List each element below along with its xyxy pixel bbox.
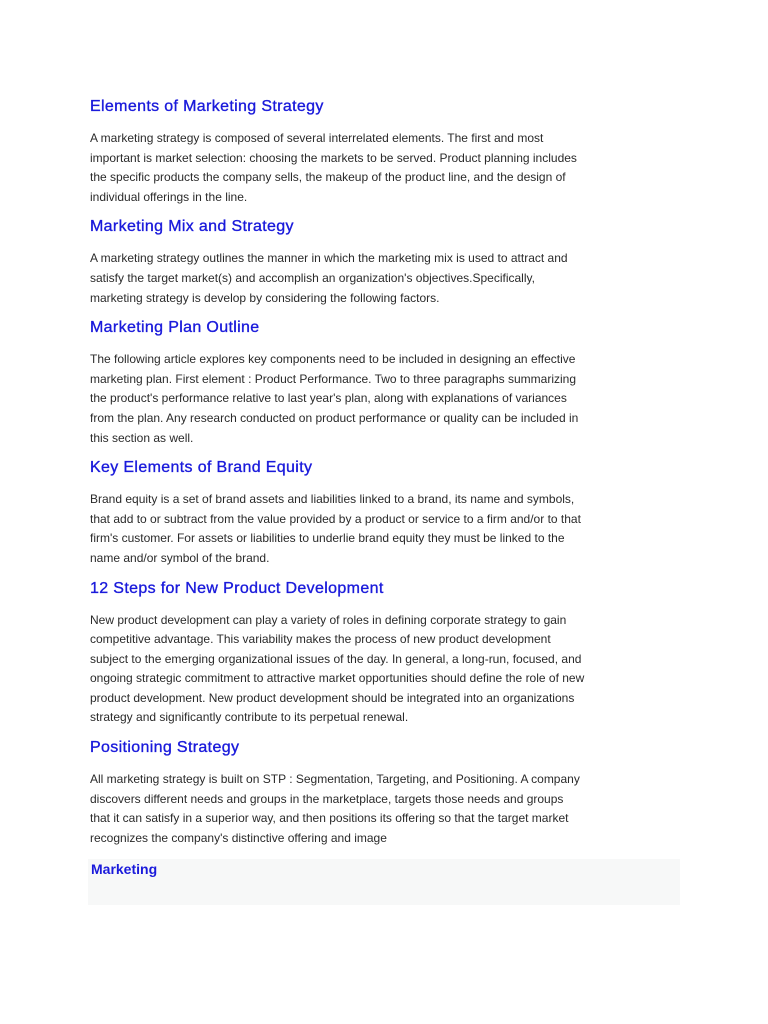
paragraph-line: subject to the emerging organizational issues of the day. In general, a long-run, focused, and [90, 651, 582, 666]
section-heading[interactable]: Positioning Strategy [90, 739, 240, 757]
section-key-elements-of-brand-equity [90, 457, 680, 568]
paragraph-line: New product development can play a variety of roles in defining corporate strategy to gain [90, 612, 567, 627]
section-heading[interactable]: Key Elements of Brand Equity [90, 459, 313, 477]
section-marketing-plan-outline [90, 317, 680, 448]
section-paragraph [90, 490, 680, 568]
paragraph-line: name and/or symbol of the brand. [90, 550, 270, 565]
paragraph-line: individual offerings in the line. [90, 189, 248, 204]
paragraph-line: The following article explores key components need to be included in designing an effective [90, 352, 576, 367]
section-paragraph [90, 611, 680, 729]
paragraph-line: product development. New product development should be integrated into an organizations [90, 690, 575, 705]
related-box [88, 859, 680, 905]
paragraph-line: ongoing strategic commitment to attractive market opportunities should define the role of new [90, 671, 585, 686]
related-box-heading[interactable]: Marketing [91, 861, 158, 877]
paragraph-line: Brand equity is a set of brand assets and liabilities linked to a brand, its name and symbols, [90, 492, 575, 507]
section-elements-of-marketing-strategy [90, 96, 680, 207]
section-heading[interactable]: Elements of Marketing Strategy [90, 98, 324, 115]
section-positioning-strategy [90, 737, 680, 848]
paragraph-line: competitive advantage. This variability makes the process of new product development [90, 632, 551, 647]
paragraph-line: A marketing strategy outlines the manner in which the marketing mix is used to attract and [90, 251, 568, 266]
paragraph-line: marketing plan. First element : Product Performance. Two to three paragraphs summarizing [90, 371, 576, 386]
section-paragraph [90, 249, 680, 308]
paragraph-line: the specific products the company sells, the makeup of the product line, and the design of [90, 170, 566, 185]
paragraph-line: from the plan. Any research conducted on product performance or quality can be included in [90, 410, 579, 425]
section-heading[interactable]: Marketing Plan Outline [90, 319, 260, 337]
paragraph-line: important is market selection: choosing the markets to be served. Product planning includes [90, 150, 577, 165]
paragraph-line: A marketing strategy is composed of several interrelated elements. The first and most [90, 131, 544, 145]
paragraph-line: that add to or subtract from the value provided by a product or service to a firm and/or to that [90, 511, 581, 526]
paragraph-line: discovers different needs and groups in the marketplace, targets those needs and groups [90, 791, 564, 806]
paragraph-line: that it can satisfy in a superior way, and then positions its offering so that the target market [90, 811, 569, 826]
section-new-product-development [90, 578, 680, 729]
section-paragraph [90, 770, 680, 848]
paragraph-line: marketing strategy is develop by considering the following factors. [90, 290, 440, 305]
section-paragraph [90, 350, 680, 448]
paragraph-line: recognizes the company's distinctive offering and image [90, 830, 387, 845]
article-list [90, 96, 680, 857]
paragraph-line: the product's performance relative to last year's plan, along with explanations of variances [90, 391, 567, 406]
paragraph-line: this section as well. [90, 430, 194, 445]
paragraph-line: All marketing strategy is built on STP : Segmentation, Targeting, and Positioning. A company [90, 772, 580, 787]
section-heading[interactable]: Marketing Mix and Strategy [90, 218, 294, 236]
paragraph-line: satisfy the target market(s) and accomplish an organization's objectives.Specifically, [90, 270, 535, 285]
paragraph-line: strategy and significantly contribute to its perpetual renewal. [90, 710, 409, 725]
section-marketing-mix-and-strategy [90, 216, 680, 308]
section-paragraph [90, 129, 680, 207]
section-heading[interactable]: 12 Steps for New Product Development [90, 579, 384, 597]
paragraph-line: firm's customer. For assets or liabilities to underlie brand equity they must be linked to the [90, 531, 565, 546]
